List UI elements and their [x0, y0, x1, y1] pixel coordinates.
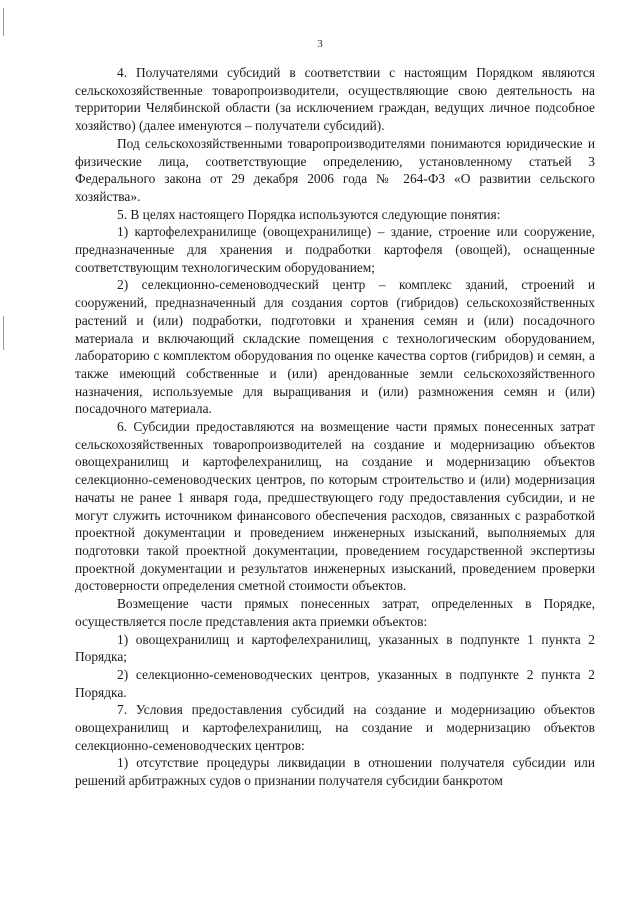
paragraph-5-1-storage: 1) картофелехранилище (овощехранилище) – здание, строение или сооружение, предназначенные для хранения и подработки картофеля (овощей), оснащенные соответствующим технологическим оборудованием; [75, 224, 595, 275]
binding-mark-top [3, 8, 4, 36]
paragraph-6-subsidies: 6. Субсидии предоставляются на возмещение части прямых понесенных затрат сельскохозяйственных товаропроизводителей на создание и модернизацию объектов овощехранилищ и картофелехранилищ, на создание и модернизацию объектов селекционно-семеноводческих центров, по которым строительство и (или) модернизация начаты не ранее 1 января года, предшествующего году предоставления субсидии, и не могут служить источником финансового обеспечения расходов, связанных с разработкой проектной документации и проведением инженерных изысканий, выполняемых для подготовки такой проектной документации, проведением государственной экспертизы проектной документации и результатов инженерных изысканий, проведением проверки достоверности определения сметной стоимости объектов. [75, 419, 595, 594]
paragraph-reimbursement: Возмещение части прямых понесенных затрат, определенных в Порядке, осуществляется после представления акта приемки объектов: [75, 596, 595, 629]
paragraph-7-1-liquidation: 1) отсутствие процедуры ликвидации в отношении получателя субсидии или решений арбитражных судов о признании получателя субсидии банкротом [75, 755, 595, 789]
paragraph-5-terms: 5. В целях настоящего Порядка используются следующие понятия: [117, 206, 501, 222]
document-body [75, 64, 595, 790]
page-number: 3 [317, 38, 323, 50]
paragraph-7-conditions: 7. Условия предоставления субсидий на создание и модернизацию объектов овощехранилищ и картофелехранилищ, на создание и модернизацию объектов селекционно-семеноводческих центров: [75, 702, 595, 753]
paragraph-reimbursement-2: 2) селекционно-семеноводческих центров, указанных в подпункте 2 пункта 2 Порядка. [75, 666, 595, 700]
paragraph-5-2-seed-center: 2) селекционно-семеноводческий центр – комплекс зданий, строений и сооружений, предназначенный для создания сортов (гибридов) сельскохозяйственных растений и (или) подработки, подготовки и хранения семян и (или) посадочного материала и включающий складские помещения с технологическим оборудованием, лабораторию с комплектом оборудования по оценке качества сортов (гибридов) и семян, а также имеющий собственные и (или) арендованные земли сельскохозяйственного назначения, используемые для выращивания и (или) размножения семян и (или) посадочного материала. [75, 277, 595, 417]
paragraph-producers-definition: Под сельскохозяйственными товаропроизводителями понимаются юридические и физические лица, соответствующие определению, установленному статьей 3 Федерального закона от 29 декабря 2006 года № 264-ФЗ «О развитии сельского хозяйства». [75, 135, 595, 204]
paragraph-4-recipients: 4. Получателями субсидий в соответствии с настоящим Порядком являются сельскохозяйственные товаропроизводители, осуществляющие свою деятельность на территории Челябинской области (за исключением граждан, ведущих личное подсобное хозяйство) (далее именуются – получатели субсидий). [75, 65, 595, 134]
binding-mark-middle [3, 316, 4, 350]
paragraph-reimbursement-1: 1) овощехранилищ и картофелехранилищ, указанных в подпункте 1 пункта 2 Порядка; [75, 631, 595, 665]
